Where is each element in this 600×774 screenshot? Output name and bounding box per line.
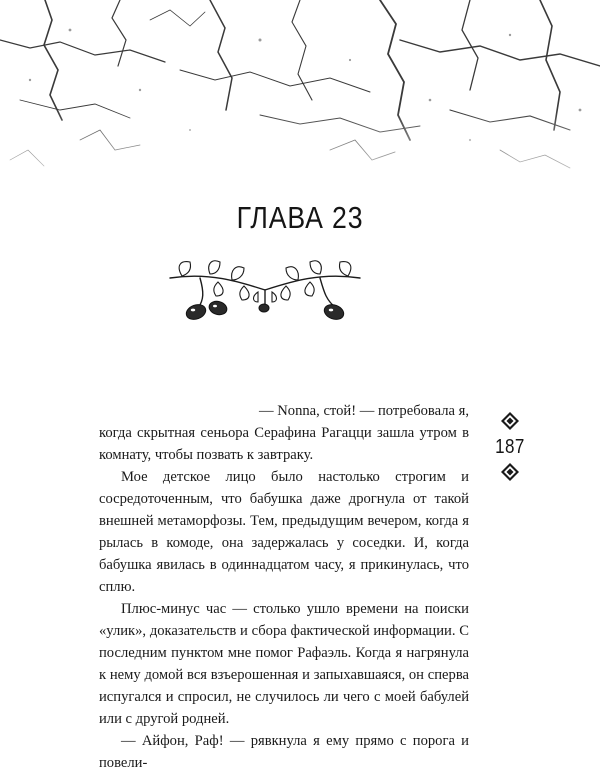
paragraph: — Айфон, Раф! — рявкнула я ему прямо с порога и повели- (99, 733, 469, 771)
paragraph: — Nonna, стой! — потребовала я, когда скрытная сеньора Серафина Рагацци зашла утром в комнату, чтобы позвать к завтраку. (99, 403, 470, 463)
marble-texture-header (0, 0, 600, 200)
paragraph: Мое детское лицо было настолько строгим и сосредоточенным, что бабушка даже дрогнула от такой внешней метаморфозы. Тем, предыдущим вечером, когда я рылась в комоде, она задержалась у соседки. И, когда бабушка явилась в одиннадцатом часу, я прикинулась, что сплю. (99, 469, 469, 595)
page-number: 187 (495, 436, 525, 458)
chapter-body-text (99, 400, 469, 774)
diamond-ornament-icon (501, 463, 519, 481)
olive-branch-ornament (160, 252, 370, 332)
chapter-title: ГЛАВА 23 (236, 200, 364, 235)
diamond-ornament-icon (501, 412, 519, 430)
paragraph: Плюс-минус час — столько ушло времени на поиски «улик», доказательств и сбора фактической информации. С последним пунктом мне помог Рафаэль. Когда я нагрянула к нему домой вся взъерошенная и запыхавшаяся, он сперва испугался и спросил, не случилось ли чего с моей бабулей или с другой родней. (99, 601, 469, 727)
page-number-marker (490, 412, 530, 481)
